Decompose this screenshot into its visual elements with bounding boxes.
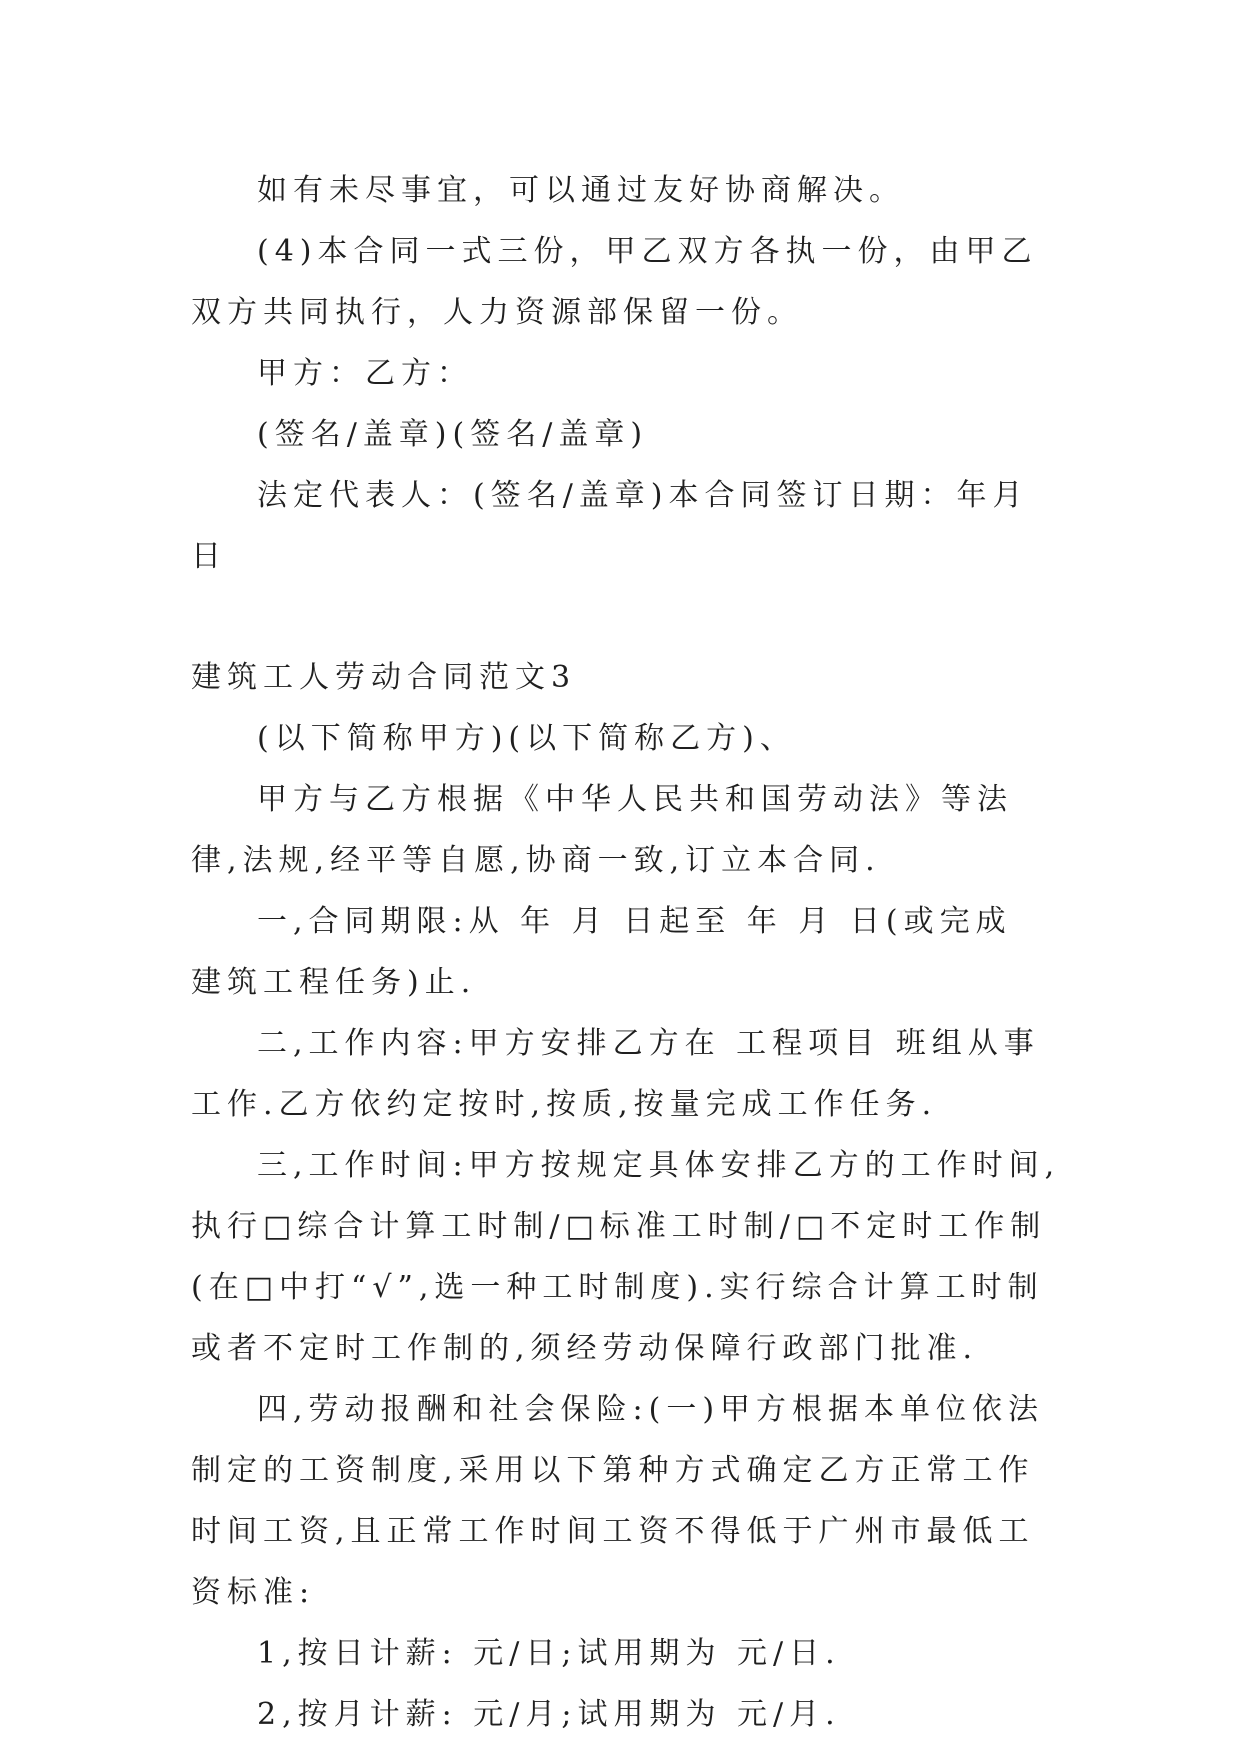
document-body [191, 160, 1061, 1745]
paragraph-working-hours: 三,工作时间:甲方按规定具体安排乙方的工作时间,执行□综合计算工时制/□标准工时制/□不定时工作制(在□中打“√”,选一种工时制度).实行综合计算工时制或者不定时工作制的,须经劳动保障行政部门批准. [191, 1148, 1061, 1366]
paragraph-party-abbreviations: (以下简称甲方)(以下简称乙方)、 [257, 721, 796, 756]
paragraph-legal-basis: 甲方与乙方根据《中华人民共和国劳动法》等法律,法规,经平等自愿,协商一致,订立本合同. [191, 782, 1013, 878]
paragraph-contract-term: 一,合同期限:从 年 月 日起至 年 月 日(或完成 建筑工程任务)止. [191, 904, 1012, 1000]
paragraph-legal-representative: 法定代表人：(签名/盖章)本合同签订日期：年月日 [191, 478, 1029, 574]
paragraph-unresolved-matters: 如有未尽事宜，可以通过友好协商解决。 [257, 173, 905, 208]
paragraph-monthly-pay: 2,按月计薪: 元/月;试用期为 元/月. [257, 1697, 841, 1732]
paragraph-parties: 甲方：乙方： [257, 356, 473, 391]
paragraph-signatures: (签名/盖章)(签名/盖章) [257, 417, 649, 452]
paragraph-work-content: 二,工作内容:甲方安排乙方在 工程项目 班组从事 工作.乙方依约定按时,按质,按量完成工作任务. [191, 1026, 1040, 1122]
paragraph-remuneration: 四,劳动报酬和社会保险:(一)甲方根据本单位依法制定的工资制度,采用以下第种方式确定乙方正常工作时间工资,且正常工作时间工资不得低于广州市最低工资标准: [191, 1392, 1045, 1610]
paragraph-daily-pay: 1,按日计薪: 元/日;试用期为 元/日. [257, 1636, 841, 1671]
section-spacer [191, 587, 1061, 647]
paragraph-copies-clause: (4)本合同一式三份，甲乙双方各执一份，由甲乙双方共同执行，人力资源部保留一份。 [191, 234, 1038, 330]
section-title: 建筑工人劳动合同范文3 [191, 660, 577, 695]
